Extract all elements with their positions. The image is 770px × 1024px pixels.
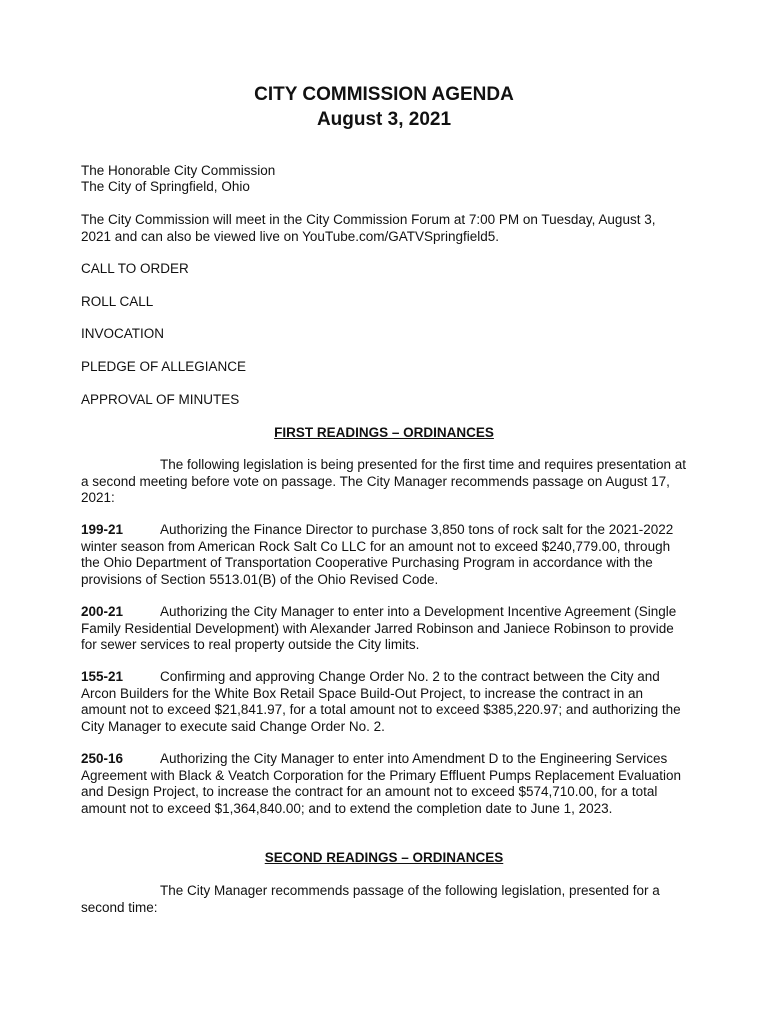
addressee-line-2: The City of Springfield, Ohio	[81, 179, 250, 194]
agenda-item-call-to-order: CALL TO ORDER	[81, 261, 189, 276]
ordinance-item	[81, 751, 687, 817]
meeting-intro: The City Commission will meet in the City Commission Forum at 7:00 PM on Tuesday, August 3, 2021 and can also be viewed live on YouTube.com/GATVSpringfield5.	[81, 212, 656, 244]
first-readings-heading: FIRST READINGS – ORDINANCES	[274, 425, 494, 440]
ordinance-item	[81, 522, 687, 588]
ordinance-text: Authorizing the Finance Director to purchase 3,850 tons of rock salt for the 2021-2022 winter season from American Rock Salt Co LLC for an amount not to exceed $240,779.00, through the Ohio Department of Transportation Cooperative Purchasing Program in accordance with the provisions of Section 5513.01(B) of the Ohio Revised Code.	[81, 522, 674, 587]
ordinance-item	[81, 669, 687, 735]
ordinance-text: Authorizing the City Manager to enter into Amendment D to the Engineering Services Agreement with Black & Veatch Corporation for the Primary Effluent Pumps Replacement Evaluation and Design Project, to increase the contract for an amount not to exceed $574,710.00, for a total amount not to exceed $1,364,840.00; and to extend the completion date to June 1, 2023.	[81, 751, 682, 816]
agenda-item-approval-of-minutes: APPROVAL OF MINUTES	[81, 392, 240, 407]
addressee-line-1: The Honorable City Commission	[81, 163, 276, 178]
first-readings-intro: The following legislation is being presented for the first time and requires presentation at a second meeting before vote on passage. The City Manager recommends passage on August 17, 2021:	[81, 457, 687, 505]
second-readings-intro: The City Manager recommends passage of the following legislation, presented for a second time:	[81, 883, 660, 915]
page-title: CITY COMMISSION AGENDA	[254, 84, 514, 105]
ordinance-text: Confirming and approving Change Order No. 2 to the contract between the City and Arcon Builders for the White Box Retail Space Build-Out Project, to increase the contract in an amount not to exceed $21,841.97, for a total amount not to exceed $385,220.97; and authorizing the City Manager to execute said Change Order No. 2.	[81, 669, 681, 734]
second-readings-heading: SECOND READINGS – ORDINANCES	[264, 850, 504, 865]
ordinance-number: 250-16	[81, 751, 124, 766]
ordinance-item	[81, 604, 687, 654]
ordinance-number: 200-21	[81, 604, 124, 619]
agenda-item-pledge: PLEDGE OF ALLEGIANCE	[81, 359, 247, 374]
ordinance-text: Authorizing the City Manager to enter into a Development Incentive Agreement (Single Family Residential Development) with Alexander Jarred Robinson and Janiece Robinson to provide for sewer services to real property outside the City limits.	[81, 604, 677, 652]
page-date: August 3, 2021	[316, 109, 452, 130]
agenda-item-roll-call: ROLL CALL	[81, 294, 154, 309]
ordinance-number: 199-21	[81, 522, 124, 537]
agenda-item-invocation: INVOCATION	[81, 326, 165, 341]
ordinance-number: 155-21	[81, 669, 124, 684]
